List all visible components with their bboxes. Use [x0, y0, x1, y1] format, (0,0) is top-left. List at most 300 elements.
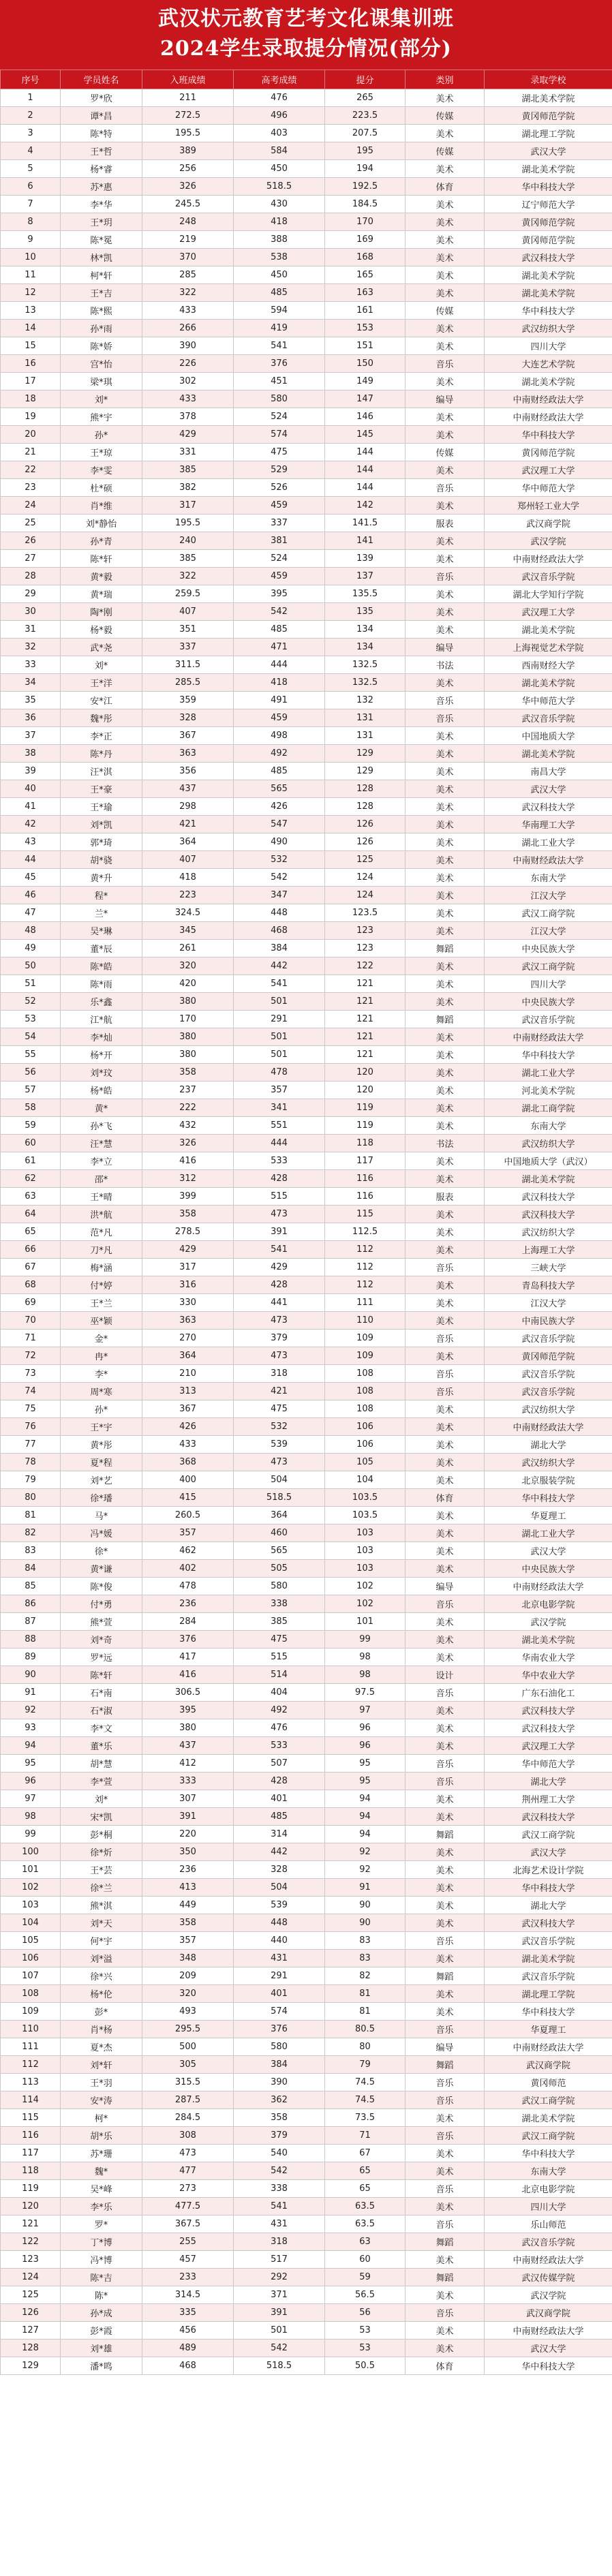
cell-index: 108	[1, 1985, 61, 2003]
cell-school: 武汉商学院	[485, 515, 612, 532]
cell-gaokao-score: 478	[234, 1064, 325, 1082]
cell-student-name: 孙*青	[61, 532, 142, 550]
cell-improvement: 135	[325, 603, 406, 621]
cell-student-name: 冯*博	[61, 2251, 142, 2269]
table-row	[1, 1259, 612, 1276]
cell-school: 黄冈师范	[485, 2074, 612, 2091]
cell-improvement: 112	[325, 1259, 406, 1276]
cell-student-name: 陈*丹	[61, 745, 142, 763]
cell-category: 美术	[406, 1507, 485, 1524]
cell-improvement: 106	[325, 1436, 406, 1454]
cell-school: 四川大学	[485, 975, 612, 993]
cell-improvement: 117	[325, 1152, 406, 1170]
cell-student-name: 黄*谦	[61, 1560, 142, 1578]
table-row	[1, 745, 612, 763]
table-row	[1, 798, 612, 816]
cell-index: 99	[1, 1826, 61, 1843]
table-row	[1, 1808, 612, 1826]
cell-category: 音乐	[406, 2215, 485, 2233]
cell-entry-score: 326	[142, 178, 234, 196]
cell-student-name: 孙*	[61, 426, 142, 444]
cell-improvement: 80	[325, 2038, 406, 2056]
table-row	[1, 1843, 612, 1861]
cell-improvement: 111	[325, 1294, 406, 1312]
cell-improvement: 95	[325, 1773, 406, 1790]
cell-student-name: 巫*颖	[61, 1312, 142, 1330]
cell-entry-score: 223	[142, 887, 234, 904]
cell-entry-score: 356	[142, 763, 234, 780]
cell-entry-score: 314.5	[142, 2286, 234, 2304]
table-row	[1, 1914, 612, 1932]
cell-entry-score: 210	[142, 1365, 234, 1383]
cell-student-name: 陶*刚	[61, 603, 142, 621]
cell-category: 美术	[406, 2198, 485, 2215]
cell-improvement: 119	[325, 1117, 406, 1135]
cell-student-name: 邵*	[61, 1170, 142, 1188]
cell-entry-score: 333	[142, 1773, 234, 1790]
cell-entry-score: 437	[142, 780, 234, 798]
cell-gaokao-score: 459	[234, 709, 325, 727]
cell-entry-score: 209	[142, 1967, 234, 1985]
cell-improvement: 56.5	[325, 2286, 406, 2304]
cell-index: 85	[1, 1578, 61, 1595]
cell-index: 6	[1, 178, 61, 196]
cell-index: 68	[1, 1276, 61, 1294]
cell-index: 52	[1, 993, 61, 1011]
cell-index: 53	[1, 1011, 61, 1028]
table-row	[1, 125, 612, 142]
cell-student-name: 陈*	[61, 2286, 142, 2304]
table-row	[1, 2251, 612, 2269]
cell-category: 美术	[406, 2162, 485, 2180]
cell-index: 12	[1, 284, 61, 302]
cell-category: 美术	[406, 249, 485, 266]
cell-improvement: 99	[325, 1631, 406, 1649]
cell-category: 音乐	[406, 2127, 485, 2145]
cell-student-name: 董*辰	[61, 940, 142, 957]
table-row	[1, 603, 612, 621]
cell-school: 华中科技大学	[485, 178, 612, 196]
table-row	[1, 1418, 612, 1436]
cell-improvement: 207.5	[325, 125, 406, 142]
cell-improvement: 147	[325, 390, 406, 408]
cell-gaokao-score: 533	[234, 1152, 325, 1170]
cell-gaokao-score: 390	[234, 2074, 325, 2091]
cell-entry-score: 358	[142, 1064, 234, 1082]
cell-category: 书法	[406, 1135, 485, 1152]
cell-index: 78	[1, 1454, 61, 1471]
cell-gaokao-score: 584	[234, 142, 325, 160]
cell-index: 83	[1, 1542, 61, 1560]
cell-category: 传媒	[406, 444, 485, 461]
table-row	[1, 639, 612, 656]
cell-gaokao-score: 428	[234, 1276, 325, 1294]
cell-entry-score: 322	[142, 568, 234, 585]
cell-index: 66	[1, 1241, 61, 1259]
table-row	[1, 975, 612, 993]
cell-gaokao-score: 384	[234, 2056, 325, 2074]
cell-improvement: 149	[325, 373, 406, 390]
cell-category: 美术	[406, 1471, 485, 1489]
cell-improvement: 126	[325, 816, 406, 833]
cell-student-name: 李*萱	[61, 1773, 142, 1790]
cell-entry-score: 367.5	[142, 2215, 234, 2233]
cell-entry-score: 312	[142, 1170, 234, 1188]
cell-entry-score: 317	[142, 497, 234, 515]
cell-student-name: 金*	[61, 1330, 142, 1347]
cell-student-name: 刘*轩	[61, 2056, 142, 2074]
table-row	[1, 709, 612, 727]
cell-entry-score: 273	[142, 2180, 234, 2198]
cell-index: 89	[1, 1649, 61, 1666]
table-row	[1, 107, 612, 125]
cell-category: 美术	[406, 231, 485, 249]
cell-entry-score: 357	[142, 1524, 234, 1542]
table-row	[1, 1170, 612, 1188]
cell-student-name: 孙*成	[61, 2304, 142, 2322]
cell-category: 美术	[406, 125, 485, 142]
cell-improvement: 91	[325, 1879, 406, 1897]
cell-index: 111	[1, 2038, 61, 2056]
cell-school: 黄冈师范学院	[485, 444, 612, 461]
cell-gaokao-score: 459	[234, 497, 325, 515]
cell-improvement: 170	[325, 213, 406, 231]
cell-student-name: 梅*涵	[61, 1259, 142, 1276]
table-row	[1, 1099, 612, 1117]
table-row	[1, 1507, 612, 1524]
cell-index: 123	[1, 2251, 61, 2269]
table-row	[1, 2109, 612, 2127]
table-row	[1, 2304, 612, 2322]
cell-index: 106	[1, 1950, 61, 1967]
cell-student-name: 陈*娇	[61, 337, 142, 355]
cell-student-name: 刘*雄	[61, 2340, 142, 2357]
cell-school: 上海视觉艺术学院	[485, 639, 612, 656]
cell-category: 美术	[406, 1436, 485, 1454]
cell-school: 中南财经政法大学	[485, 390, 612, 408]
cell-category: 美术	[406, 1046, 485, 1064]
cell-category: 美术	[406, 1808, 485, 1826]
cell-entry-score: 416	[142, 1666, 234, 1684]
cell-gaokao-score: 418	[234, 674, 325, 692]
cell-category: 音乐	[406, 1365, 485, 1383]
table-row	[1, 89, 612, 107]
cell-category: 音乐	[406, 1595, 485, 1613]
cell-gaokao-score: 580	[234, 2038, 325, 2056]
cell-category: 美术	[406, 497, 485, 515]
cell-index: 105	[1, 1932, 61, 1950]
cell-student-name: 罗*	[61, 2215, 142, 2233]
cell-entry-score: 306.5	[142, 1684, 234, 1702]
cell-improvement: 123	[325, 922, 406, 940]
cell-category: 美术	[406, 833, 485, 851]
cell-improvement: 141.5	[325, 515, 406, 532]
table-row	[1, 1188, 612, 1206]
table-row	[1, 1082, 612, 1099]
table-row	[1, 160, 612, 178]
cell-category: 美术	[406, 1542, 485, 1560]
cell-category: 美术	[406, 2145, 485, 2162]
cell-entry-score: 315.5	[142, 2074, 234, 2091]
cell-index: 23	[1, 479, 61, 497]
cell-gaokao-score: 498	[234, 727, 325, 745]
cell-student-name: 冉*	[61, 1347, 142, 1365]
cell-school: 华中师范大学	[485, 692, 612, 709]
table-row	[1, 2357, 612, 2375]
cell-entry-score: 385	[142, 461, 234, 479]
cell-improvement: 59	[325, 2269, 406, 2286]
cell-improvement: 112	[325, 1276, 406, 1294]
cell-category: 美术	[406, 426, 485, 444]
cell-student-name: 孙*	[61, 1400, 142, 1418]
column-header-name: 学员姓名	[61, 70, 142, 89]
table-row	[1, 532, 612, 550]
cell-improvement: 103.5	[325, 1489, 406, 1507]
cell-category: 美术	[406, 550, 485, 568]
cell-improvement: 163	[325, 284, 406, 302]
cell-student-name: 黄*瑞	[61, 585, 142, 603]
cell-entry-score: 220	[142, 1826, 234, 1843]
cell-index: 29	[1, 585, 61, 603]
table-row	[1, 1773, 612, 1790]
cell-school: 湖北美术学院	[485, 284, 612, 302]
table-row	[1, 178, 612, 196]
cell-student-name: 肖*维	[61, 497, 142, 515]
cell-improvement: 128	[325, 798, 406, 816]
table-row	[1, 1879, 612, 1897]
cell-category: 音乐	[406, 568, 485, 585]
cell-index: 127	[1, 2322, 61, 2340]
cell-entry-score: 222	[142, 1099, 234, 1117]
cell-entry-score: 330	[142, 1294, 234, 1312]
cell-gaokao-score: 476	[234, 1719, 325, 1737]
cell-index: 107	[1, 1967, 61, 1985]
cell-improvement: 129	[325, 745, 406, 763]
table-row	[1, 1649, 612, 1666]
cell-improvement: 101	[325, 1613, 406, 1631]
cell-improvement: 141	[325, 532, 406, 550]
cell-category: 美术	[406, 869, 485, 887]
cell-gaokao-score: 395	[234, 585, 325, 603]
cell-category: 体育	[406, 2357, 485, 2375]
cell-school: 武汉传媒学院	[485, 2269, 612, 2286]
table-row	[1, 1737, 612, 1755]
cell-student-name: 李*正	[61, 727, 142, 745]
cell-category: 美术	[406, 1843, 485, 1861]
cell-entry-score: 337	[142, 639, 234, 656]
cell-student-name: 江*航	[61, 1011, 142, 1028]
table-row	[1, 444, 612, 461]
cell-improvement: 102	[325, 1595, 406, 1613]
cell-entry-score: 473	[142, 2145, 234, 2162]
cell-gaokao-score: 421	[234, 1383, 325, 1400]
cell-gaokao-score: 341	[234, 1099, 325, 1117]
cell-category: 美术	[406, 904, 485, 922]
cell-student-name: 马*	[61, 1507, 142, 1524]
cell-index: 55	[1, 1046, 61, 1064]
cell-entry-score: 261	[142, 940, 234, 957]
cell-improvement: 98	[325, 1666, 406, 1684]
cell-gaokao-score: 541	[234, 2198, 325, 2215]
cell-entry-score: 364	[142, 1347, 234, 1365]
column-header-category: 类别	[406, 70, 485, 89]
cell-index: 96	[1, 1773, 61, 1790]
cell-index: 93	[1, 1719, 61, 1737]
cell-category: 音乐	[406, 692, 485, 709]
cell-entry-score: 402	[142, 1560, 234, 1578]
cell-gaokao-score: 362	[234, 2091, 325, 2109]
cell-gaokao-score: 540	[234, 2145, 325, 2162]
cell-category: 编导	[406, 1578, 485, 1595]
cell-improvement: 121	[325, 1011, 406, 1028]
cell-improvement: 65	[325, 2162, 406, 2180]
cell-entry-score: 370	[142, 249, 234, 266]
cell-school: 上海理工大学	[485, 1241, 612, 1259]
cell-school: 西南财经大学	[485, 656, 612, 674]
table-row	[1, 2269, 612, 2286]
cell-student-name: 孙*雨	[61, 320, 142, 337]
cell-school: 武汉科技大学	[485, 249, 612, 266]
cell-student-name: 刘*玟	[61, 1064, 142, 1082]
cell-student-name: 范*凡	[61, 1223, 142, 1241]
cell-index: 112	[1, 2056, 61, 2074]
cell-gaokao-score: 496	[234, 107, 325, 125]
cell-gaokao-score: 507	[234, 1755, 325, 1773]
cell-school: 河北美术学院	[485, 1082, 612, 1099]
cell-student-name: 李*	[61, 1365, 142, 1383]
cell-student-name: 罗*欣	[61, 89, 142, 107]
cell-improvement: 194	[325, 160, 406, 178]
cell-index: 124	[1, 2269, 61, 2286]
cell-category: 音乐	[406, 1755, 485, 1773]
table-row	[1, 1454, 612, 1471]
cell-index: 79	[1, 1471, 61, 1489]
cell-gaokao-score: 337	[234, 515, 325, 532]
cell-improvement: 265	[325, 89, 406, 107]
cell-improvement: 56	[325, 2304, 406, 2322]
cell-student-name: 王*哲	[61, 142, 142, 160]
cell-improvement: 103	[325, 1542, 406, 1560]
cell-student-name: 苏*珊	[61, 2145, 142, 2162]
cell-gaokao-score: 328	[234, 1861, 325, 1879]
cell-entry-score: 437	[142, 1737, 234, 1755]
cell-school: 武汉工商学院	[485, 904, 612, 922]
table-row	[1, 1135, 612, 1152]
cell-improvement: 126	[325, 833, 406, 851]
cell-gaokao-score: 450	[234, 160, 325, 178]
cell-improvement: 96	[325, 1737, 406, 1755]
cell-category: 音乐	[406, 709, 485, 727]
table-row	[1, 2198, 612, 2215]
cell-index: 3	[1, 125, 61, 142]
table-row	[1, 2074, 612, 2091]
cell-improvement: 105	[325, 1454, 406, 1471]
table-row	[1, 550, 612, 568]
cell-entry-score: 351	[142, 621, 234, 639]
cell-index: 125	[1, 2286, 61, 2304]
cell-student-name: 李*乐	[61, 2198, 142, 2215]
cell-gaokao-score: 473	[234, 1312, 325, 1330]
cell-index: 5	[1, 160, 61, 178]
cell-category: 美术	[406, 461, 485, 479]
cell-entry-score: 368	[142, 1454, 234, 1471]
cell-index: 113	[1, 2074, 61, 2091]
cell-student-name: 汪*慧	[61, 1135, 142, 1152]
cell-student-name: 彭*	[61, 2003, 142, 2021]
cell-school: 中国地质大学（武汉）	[485, 1152, 612, 1170]
cell-improvement: 119	[325, 1099, 406, 1117]
cell-category: 美术	[406, 213, 485, 231]
cell-school: 辽宁师范大学	[485, 196, 612, 213]
cell-category: 美术	[406, 532, 485, 550]
cell-improvement: 145	[325, 426, 406, 444]
cell-category: 美术	[406, 1276, 485, 1294]
cell-improvement: 112	[325, 1241, 406, 1259]
cell-student-name: 付*勇	[61, 1595, 142, 1613]
cell-student-name: 柯*轩	[61, 266, 142, 284]
cell-category: 美术	[406, 798, 485, 816]
cell-index: 122	[1, 2233, 61, 2251]
cell-gaokao-score: 388	[234, 231, 325, 249]
table-row	[1, 1684, 612, 1702]
cell-gaokao-score: 518.5	[234, 178, 325, 196]
cell-gaokao-score: 292	[234, 2269, 325, 2286]
table-row	[1, 355, 612, 373]
cell-category: 美术	[406, 1879, 485, 1897]
table-row	[1, 1542, 612, 1560]
cell-gaokao-score: 426	[234, 798, 325, 816]
cell-school: 武汉商学院	[485, 2304, 612, 2322]
cell-category: 美术	[406, 1082, 485, 1099]
cell-gaokao-score: 541	[234, 975, 325, 993]
cell-entry-score: 358	[142, 1206, 234, 1223]
cell-student-name: 陈*特	[61, 125, 142, 142]
cell-index: 115	[1, 2109, 61, 2127]
table-row	[1, 266, 612, 284]
cell-entry-score: 302	[142, 373, 234, 390]
cell-category: 美术	[406, 1454, 485, 1471]
table-row	[1, 1613, 612, 1631]
cell-index: 77	[1, 1436, 61, 1454]
cell-entry-score: 219	[142, 231, 234, 249]
cell-entry-score: 237	[142, 1082, 234, 1099]
cell-improvement: 151	[325, 337, 406, 355]
cell-index: 119	[1, 2180, 61, 2198]
cell-school: 武汉大学	[485, 2340, 612, 2357]
cell-category: 音乐	[406, 1259, 485, 1276]
cell-entry-score: 245.5	[142, 196, 234, 213]
cell-improvement: 74.5	[325, 2091, 406, 2109]
cell-school: 华中师范大学	[485, 1755, 612, 1773]
cell-category: 美术	[406, 1613, 485, 1631]
cell-entry-score: 295.5	[142, 2021, 234, 2038]
cell-school: 武汉科技大学	[485, 1719, 612, 1737]
cell-school: 武汉纺织大学	[485, 1454, 612, 1471]
cell-student-name: 刘*	[61, 656, 142, 674]
cell-student-name: 黄*毅	[61, 568, 142, 585]
cell-improvement: 184.5	[325, 196, 406, 213]
cell-school: 湖北工业大学	[485, 833, 612, 851]
cell-student-name: 王*玥	[61, 213, 142, 231]
cell-improvement: 108	[325, 1400, 406, 1418]
table-row	[1, 1489, 612, 1507]
cell-gaokao-score: 539	[234, 1897, 325, 1914]
cell-index: 76	[1, 1418, 61, 1436]
cell-school: 湖北大学	[485, 1773, 612, 1790]
cell-index: 87	[1, 1613, 61, 1631]
table-row	[1, 142, 612, 160]
cell-school: 湖北美术学院	[485, 745, 612, 763]
